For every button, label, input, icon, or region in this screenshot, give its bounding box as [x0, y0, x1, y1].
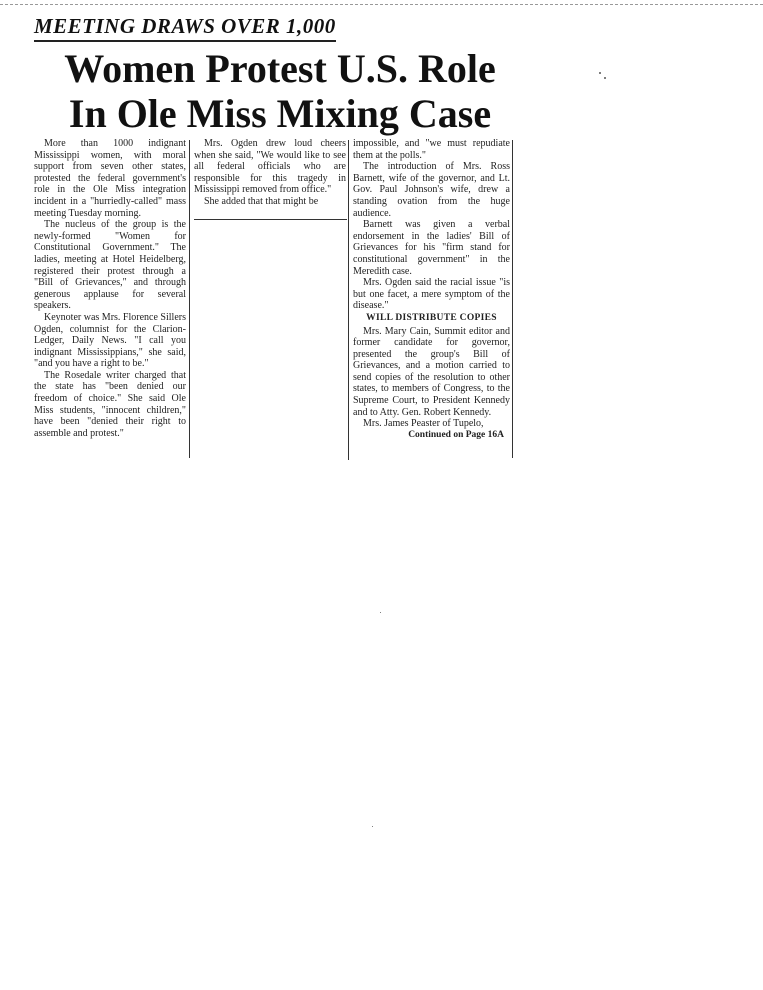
- headline-line-2: In Ole Miss Mixing Case: [68, 91, 492, 136]
- kicker-headline: MEETING DRAWS OVER 1,000: [34, 14, 336, 42]
- paragraph: Keynoter was Mrs. Florence Sillers Ogden, columnist for the Clarion-Ledger, Daily News. "I call you indignant Mississippians," she said, "and you have a right to be.": [34, 311, 186, 370]
- scan-speck: [604, 77, 606, 79]
- article-column-3: [353, 138, 510, 441]
- paragraph: Barnett was given a verbal endorsement in the ladies' Bill of Grievances for his "firm stand for constitutional government" in the Meredith case.: [353, 219, 510, 277]
- main-headline: [40, 46, 520, 136]
- column-divider-3: [512, 140, 513, 458]
- column-end-rule: [194, 219, 347, 220]
- article-column-2: [194, 138, 346, 208]
- scan-speck: [372, 826, 373, 827]
- article-column-1: [34, 138, 186, 439]
- scan-speck: [380, 612, 381, 613]
- paragraph: More than 1000 indignant Mississippi women, with moral support from seven other states, protested the federal government's role in the Ole Miss integration incident in a "hurriedly-called" mass meeting Tuesday morning.: [34, 138, 186, 219]
- continued-on-label: Continued on Page 16A: [408, 429, 504, 440]
- paragraph: The introduction of Mrs. Ross Barnett, wife of the governor, and Lt. Gov. Paul Johnson's wife, drew a standing ovation from the huge audience.: [353, 161, 510, 219]
- subhead: WILL DISTRIBUTE COPIES: [366, 312, 497, 323]
- paragraph: She added that that might be: [204, 195, 319, 207]
- paragraph: Mrs. Mary Cain, Summit editor and former candidate for governor, presented the group's Bill of Grievances, and a motion carried to send copies of the resolution to other states, to members of Congress, to the Supreme Court, to President Kennedy and to Atty. Gen. Robert Kennedy.: [353, 325, 510, 418]
- scan-speck: [599, 72, 601, 74]
- top-border: [0, 4, 763, 5]
- headline-line-1: Women Protest U.S. Role: [64, 46, 496, 91]
- paragraph: impossible, and "we must repudiate them at the polls.": [353, 138, 510, 161]
- column-divider-1: [189, 140, 190, 458]
- column-divider-2: [348, 140, 349, 460]
- paragraph: Mrs. Ogden said the racial issue "is but one facet, a mere symptom of the disease.": [353, 277, 510, 312]
- paragraph: Mrs. James Peaster of Tupelo,: [363, 418, 484, 430]
- paragraph: The nucleus of the group is the newly-formed "Women for Constitutional Government." The ladies, meeting at Hotel Heidelberg, registered their protest through a "Bill of Grievances," and through generous applause for several speakers.: [34, 219, 186, 312]
- paragraph: The Rosedale writer charged that the state has "been denied our freedom of choice." She said Ole Miss students, "innocent children," have been "denied their right to assemble and protest.": [34, 369, 186, 439]
- paragraph: Mrs. Ogden drew loud cheers when she said, "We would like to see all federal officials who are responsible for this tragedy in Mississippi removed from office.": [194, 138, 346, 196]
